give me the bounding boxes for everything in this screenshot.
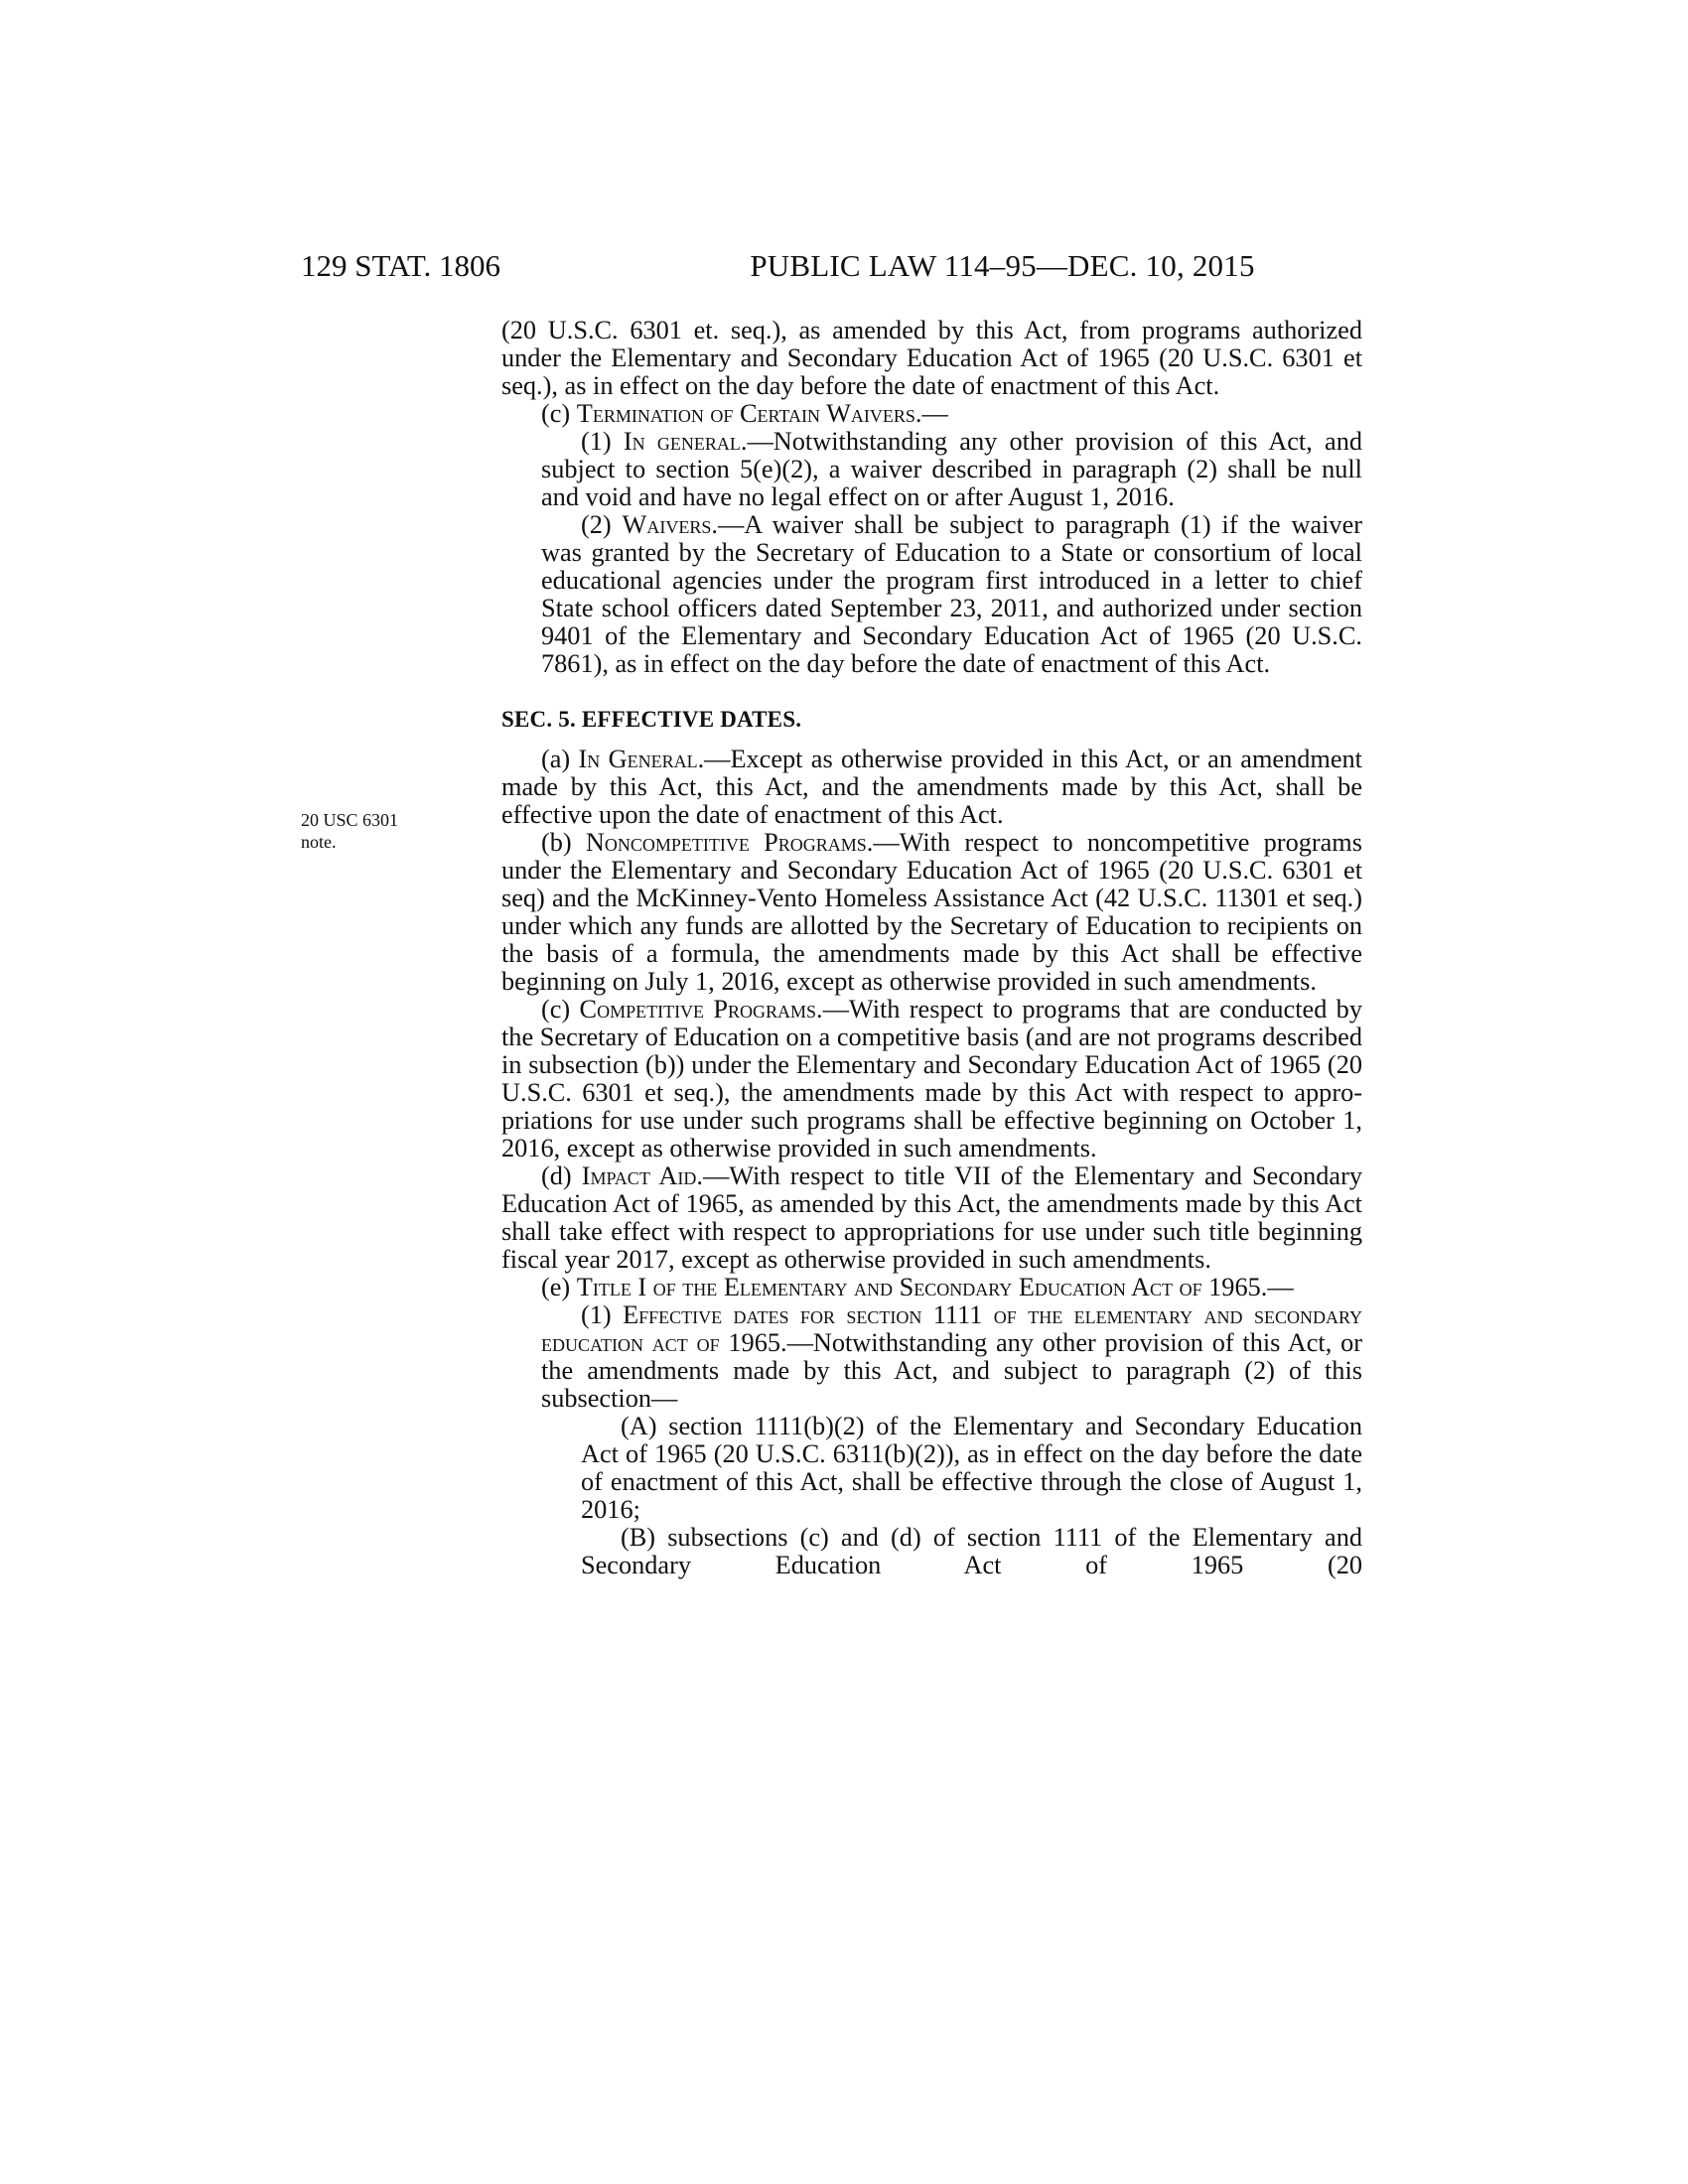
document-body (501, 317, 1362, 1579)
paragraph-c2 (501, 511, 1362, 678)
subparagraph-5eB-text: (B) subsections (c) and (d) of section 1111 of the Elementary and Secondary Education Act of 1965 (20 (581, 1523, 1362, 1579)
paragraph-5e1 (501, 1301, 1362, 1413)
subsection-c-label: (c) (541, 399, 577, 428)
paragraph-c2-heading: Waivers. (622, 510, 718, 539)
subsection-c-heading: Termination of Certain Waivers. (576, 399, 922, 428)
subsection-5c-label: (c) (541, 995, 580, 1024)
paragraph-5e1-text: —Notwithstanding any other provision of this Act, or the amendments made by this Act, and subject to paragraph (2) of this subsection— (541, 1328, 1362, 1413)
margin-note-line-2: note. (301, 832, 337, 852)
subsection-5e-label: (e) (541, 1273, 577, 1301)
paragraph-c2-label: (2) (581, 510, 623, 539)
subsection-5d-text: —With respect to title VII of the Elementary and Secondary Education Act of 1965, as amended by this Act, the amendments made by this Act shall take effect with respect to appropriations for use under such title beginning fiscal year 2017, except as otherwise provided in such amendments. (501, 1161, 1362, 1274)
subsection-5a (501, 746, 1362, 829)
subsection-5a-text: —Except as otherwise provided in this Act, or an amendment made by this Act, this Act, and the amendments made by this Act, shall be effective upon the date of enactment of this Act. (501, 745, 1362, 829)
page-header (301, 246, 1363, 286)
subsection-5b (501, 829, 1362, 996)
subparagraph-5eA (501, 1413, 1362, 1524)
public-law-title: PUBLIC LAW 114–95—DEC. 10, 2015 (750, 248, 1255, 283)
paragraph-c1-label: (1) (581, 427, 624, 456)
margin-note (301, 809, 460, 853)
subsection-5e-heading: Title I of the Elementary and Secondary Education Act of 1965. (576, 1273, 1268, 1301)
paragraph-c1 (501, 428, 1362, 511)
subsection-5c (501, 996, 1362, 1162)
subsection-c-dash: — (921, 399, 948, 428)
subsection-5e (501, 1274, 1362, 1301)
subparagraph-5eA-text: (A) section 1111(b)(2) of the Elementary and Secondary Education Act of 1965 (20 U.S.C. 6311(b)(2)), as in effect on the day before the date of enactment of this Act, shall be effective through the close of August 1, 2016; (581, 1412, 1362, 1524)
paragraph-c1-heading: In general. (623, 427, 748, 456)
subsection-5b-text: —With respect to noncompetitive programs under the Elementary and Secondary Education Act of 1965 (20 U.S.C. 6301 et seq) and the McKinney-Vento Homeless Assistance Act (42 U.S.C. 11301 et seq.) under which any funds are allotted by the Secretary of Education to recipients on the basis of a formula, the amendments made by this Act shall be effective beginning on July 1, 2016, except as otherwise provided in such amendments. (501, 828, 1362, 996)
subsection-5e-dash: — (1267, 1273, 1294, 1301)
paragraph-5e1-heading: Effective dates for section 1111 of the elementary and secondary education act of 1965. (541, 1300, 1362, 1357)
stat-page-number: 129 STAT. 1806 (301, 248, 501, 283)
margin-note-line-1: 20 USC 6301 (301, 810, 399, 830)
subsection-5b-heading: Noncompetitive Programs. (585, 828, 874, 857)
paragraph-c2-text: —A waiver shall be subject to paragraph (1) if the waiver was granted by the Secretary of Education to a State or consortium of local educational agencies under the program first introduced in a letter to chief State school officers dated September 23, 2011, and authorized under section 9401 of the Elementary and Secondary Education Act of 1965 (20 U.S.C. 7861), as in effect on the day before the date of enactment of this Act. (541, 510, 1362, 678)
subsection-5c-heading: Competitive Programs. (579, 995, 823, 1024)
section-5-heading: SEC. 5. EFFECTIVE DATES. (501, 707, 802, 732)
subparagraph-5eB (501, 1524, 1362, 1579)
subsection-5c-text: —With respect to programs that are conducted by the Secretary of Education on a competitive basis (and are not programs described in subsection (b)) under the Elementary and Secondary Education Act of 1965 (20 U.S.C. 6301 et seq.), the amendments made by this Act with respect to appropriations for use under such programs shall be effective beginning on October 1, 2016, except as otherwise provided in such amendments. (501, 995, 1362, 1162)
subsection-5d (501, 1162, 1362, 1274)
paragraph-c1-text: —Notwithstanding any other provision of this Act, and subject to section 5(e)(2), a waiver described in paragraph (2) shall be null and void and have no legal effect on or after August 1, 2016. (541, 427, 1362, 511)
subsection-5d-label: (d) (541, 1161, 582, 1190)
subsection-5b-label: (b) (541, 828, 586, 857)
paragraph-5e1-label: (1) (581, 1300, 624, 1329)
subsection-5a-heading: In General. (578, 745, 705, 773)
subsection-5d-heading: Impact Aid. (581, 1161, 703, 1190)
section-4-tail-text: (20 U.S.C. 6301 et. seq.), as amended by this Act, from programs authorized under the Elementary and Secondary Education Act of 1965 (20 U.S.C. 6301 et seq.), as in effect on the day before the date of enactment of this Act. (501, 316, 1362, 400)
subsection-c-termination (501, 400, 1362, 428)
subsection-5a-label: (a) (541, 745, 579, 773)
section-4-continued-text (501, 317, 1362, 400)
